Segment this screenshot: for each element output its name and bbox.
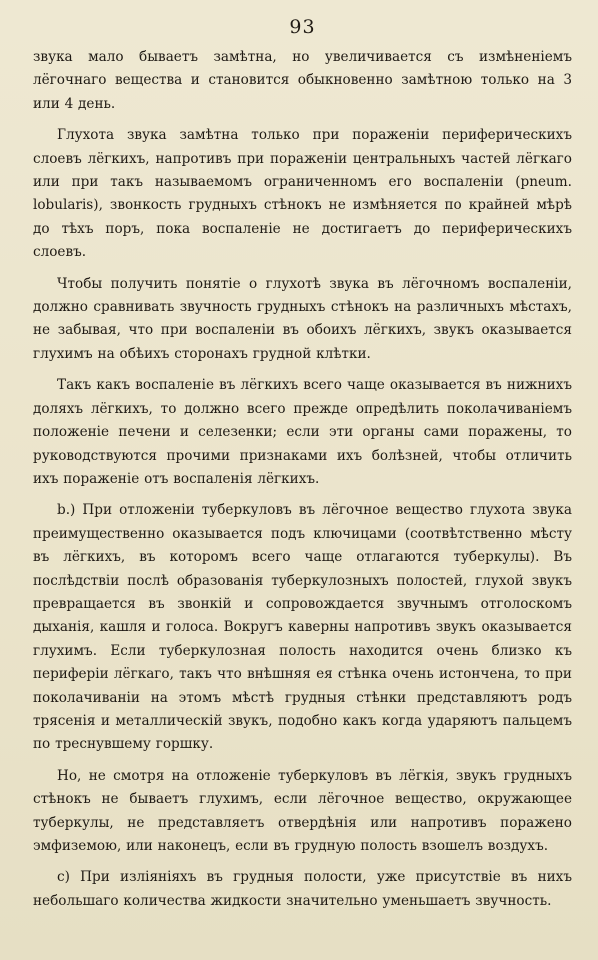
paragraph-continuation: звука мало бываетъ замѣтна, но увеличивается съ измѣненіемъ лёгочнаго вещества и становится обыкновенно замѣтною только на 3 или 4 день. [33,49,572,112]
paragraph-peripheral-layers: Глухота звука замѣтна только при пораженіи периферическихъ слоевъ лёгкихъ, напротивъ при пораженіи центральныхъ частей лёгкаго или при такъ называемомъ ограниченномъ его воспаленіи (pneum. lobularis), звонкость грудныхъ стѣнокъ не измѣняется по крайней мѣрѣ до тѣхъ поръ, пока воспаленіе не достигаетъ до периферическихъ слоевъ. [33,127,572,261]
paragraph-exceptions: Но, не смотря на отложеніе туберкуловъ въ лёгкія, звукъ грудныхъ стѣнокъ не бываетъ глухимъ, если лёгочное вещество, окружающее туберкулы, не представляетъ отвердѣнія или напротивъ поражено эмфиземою, или наконецъ, если въ грудную полость взошелъ воздухъ. [33,767,572,854]
paragraph-comparison: Чтобы получить понятіе о глухотѣ звука въ лёгочномъ воспаленіи, должно сравнивать звучность грудныхъ стѣнокъ на различныхъ мѣстахъ, не забывая, что при воспаленіи въ обоихъ лёгкихъ, звукъ оказывается глухимъ на обѣихъ сторонахъ грудной клѣтки. [33,275,572,362]
body-text [33,46,572,913]
paragraph-lower-lobes: Такъ какъ воспаленіе въ лёгкихъ всего чаще оказывается въ нижнихъ доляхъ лёгкихъ, то должно всего прежде опредѣлить поколачиваніемъ положеніе печени и селезенки; если эти органы сами поражены, то руководствуются прочими признаками ихъ болѣзней, чтобы отличить ихъ пораженіе отъ воспаленія лёгкихъ. [33,377,572,487]
paragraph-effusions: c) При изліяніяхъ въ грудныя полости, уже присутствіе въ нихъ небольшаго количества жидкости значительно уменьшаетъ звучность. [33,869,572,909]
page-number: 93 [289,16,316,38]
paragraph-tubercles: b.) При отложеніи туберкуловъ въ лёгочное вещество глухота звука преимущественно оказывается подъ ключицами (соотвѣтственно мѣсту въ лёгкихъ, въ которомъ всего чаще отлагаются туберкулы). Въ послѣдствіи послѣ образованія туберкулозныхъ полостей, глухой звукъ превращается въ звонкій и сопровождается звучнымъ отголоскомъ дыханія, кашля и голоса. Вокругъ каверны напротивъ звукъ оказывается глухимъ. Если туберкулозная полость находится очень близко къ периферіи лёгкаго, такъ что внѣшняя ея стѣнка очень истончена, то при поколачиваніи на этомъ мѣстѣ грудныя стѣнки представляютъ родъ трясенія и металлическій звукъ, подобно какъ когда ударяютъ пальцемъ по треснувшему горшку. [33,502,572,753]
